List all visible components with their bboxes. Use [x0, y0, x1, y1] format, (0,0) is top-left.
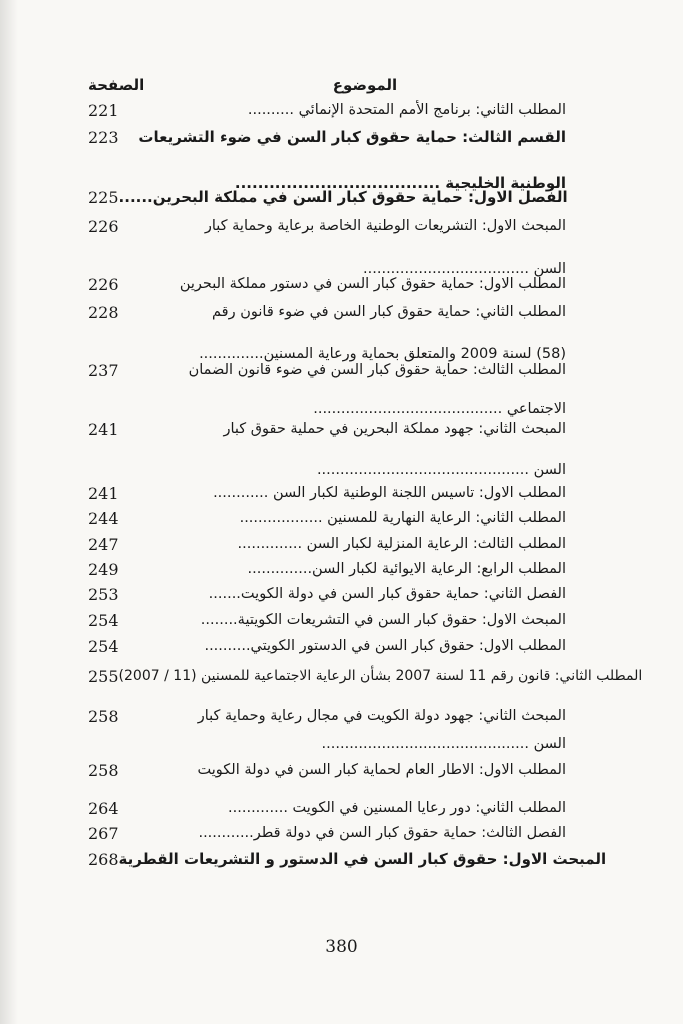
- toc-entry-text: المطلب الثاني: الرعاية النهارية للمسنين ..................: [239, 510, 566, 526]
- toc-entry: [88, 459, 566, 481]
- toc-entry-text: المبحث الاول: التشريعات الوطنية الخاصة برعاية وحماية كبار: [204, 218, 566, 234]
- toc-entry: [88, 822, 566, 844]
- toc-entry: [88, 273, 566, 295]
- subject-column-header: الموضوع: [332, 76, 398, 94]
- page-folio-number: 380: [325, 937, 358, 957]
- toc-page-number: 226: [88, 216, 119, 236]
- toc-entry: [88, 848, 607, 870]
- toc-entry: [88, 609, 566, 631]
- page-column-header: الصفحة: [88, 76, 145, 94]
- toc-entry: [88, 99, 566, 121]
- toc-page-number: 244: [88, 508, 119, 528]
- toc-entry-text: المطلب الثالث: الرعاية المنزلية لكبار السن ..............: [237, 536, 566, 552]
- toc-entry-text: الوطنية الخليجية ....................................: [234, 174, 566, 192]
- toc-entry-text: الفصل الثاني: حماية حقوق كبار السن في دولة الكويت.......: [208, 586, 566, 602]
- toc-entry-text: القسم الثالث: حماية حقوق كبار السن في ضوء التشريعات: [138, 128, 566, 146]
- toc-entry-text: المطلب الاول: الاطار العام لحماية كبار السن في دولة الكويت: [197, 762, 566, 778]
- toc-page-number: 223: [88, 127, 119, 147]
- toc-page-number: 247: [88, 534, 119, 554]
- toc-entry-text: المطلب الثالث: حماية حقوق كبار السن في ضوء قانون الضمان: [188, 362, 566, 378]
- toc-entry: [88, 705, 566, 727]
- toc-entry-text: الاجتماعي .........................................: [313, 401, 566, 417]
- toc-entry-text: المبحث الثاني: جهود دولة الكويت في مجال رعاية وحماية كبار: [197, 708, 566, 724]
- toc-entry: [88, 558, 566, 580]
- toc-entry: [88, 635, 566, 657]
- toc-entry: [88, 507, 566, 529]
- toc-entry: [88, 186, 566, 208]
- toc-page-number: 226: [88, 274, 119, 294]
- toc-entry-text: السن ....................................: [363, 261, 566, 277]
- toc-page-number: 258: [88, 706, 119, 726]
- toc-entry: [88, 359, 566, 381]
- toc-entry-text: المطلب الاول: تاسيس اللجنة الوطنية لكبار السن ............: [213, 485, 566, 501]
- toc-entry: [88, 126, 566, 148]
- toc-entry-text: المطلب الاول: حماية حقوق كبار السن في دستور مملكة البحرين: [179, 276, 566, 292]
- toc-entry: [88, 398, 566, 420]
- toc-entry-text: المطلب الاول: حقوق كبار السن في الدستور الكويتي..........: [204, 638, 566, 654]
- toc-entry: [88, 583, 566, 605]
- toc-page-number: 254: [88, 610, 119, 630]
- toc-entry-text: السن ..............................................: [316, 462, 566, 478]
- toc-entry-text: السن .............................................: [321, 736, 566, 752]
- toc-entry: [88, 418, 566, 440]
- toc-entry: [88, 215, 566, 237]
- toc-entry: [88, 301, 566, 323]
- toc-entry: [88, 759, 566, 781]
- toc-page-number: 268: [88, 849, 119, 869]
- toc-page-number: 258: [88, 760, 119, 780]
- toc-page-number: 225: [88, 187, 119, 207]
- toc-page-number: 228: [88, 302, 119, 322]
- toc-page-number: 253: [88, 584, 119, 604]
- toc-entry-text: الفصل الاول: حماية حقوق كبار السن في مملكة البحرين......: [118, 188, 568, 206]
- toc-entry-text: المطلب الثاني: حماية حقوق كبار السن في ضوء قانون رقم: [212, 304, 566, 320]
- toc-entry: [88, 482, 566, 504]
- toc-entry: [88, 733, 566, 755]
- toc-page-number: 241: [88, 419, 119, 439]
- toc-entry-text: المبحث الاول: حقوق كبار السن في الدستور و التشريعات القطرية: [118, 850, 607, 868]
- toc-page-number: 264: [88, 798, 119, 818]
- toc-entry: [88, 797, 566, 819]
- toc-page-number: 267: [88, 823, 119, 843]
- toc-entry-text: المطلب الرابع: الرعاية الايوائية لكبار السن..............: [247, 561, 566, 577]
- toc-page-number: 255: [88, 666, 119, 686]
- toc-entry-text: (58) لسنة 2009 والمتعلق بحماية ورعاية المسنين..............: [199, 346, 566, 362]
- toc-page-number: 254: [88, 636, 119, 656]
- toc-entry-text: المبحث الاول: حقوق كبار السن في التشريعات الكويتية........: [200, 612, 566, 628]
- toc-page-number: 241: [88, 483, 119, 503]
- toc-entry: [88, 874, 566, 896]
- toc-page-number: 249: [88, 559, 119, 579]
- toc-entry: [88, 533, 566, 555]
- toc-entry-text: المطلب الثاني: قانون رقم 11 لسنة 2007 بشأن الرعاية الاجتماعية للمسنين (11 / 2007): [118, 668, 643, 684]
- toc-entry-text: المطلب الثاني: برنامج الأمم المتحدة الإنمائي ..........: [247, 102, 566, 118]
- toc-entry: [88, 665, 643, 687]
- toc-entry-text: المبحث الثاني: جهود مملكة البحرين في حملية حقوق كبار: [223, 421, 566, 437]
- toc-page-number: 221: [88, 100, 119, 120]
- toc-entry-text: الفصل الثالث: حماية حقوق كبار السن في دولة قطر............: [198, 825, 566, 841]
- toc-page-number: 237: [88, 360, 119, 380]
- toc-entry-text: المطلب الثاني: دور رعايا المسنين في الكويت .............: [228, 800, 566, 816]
